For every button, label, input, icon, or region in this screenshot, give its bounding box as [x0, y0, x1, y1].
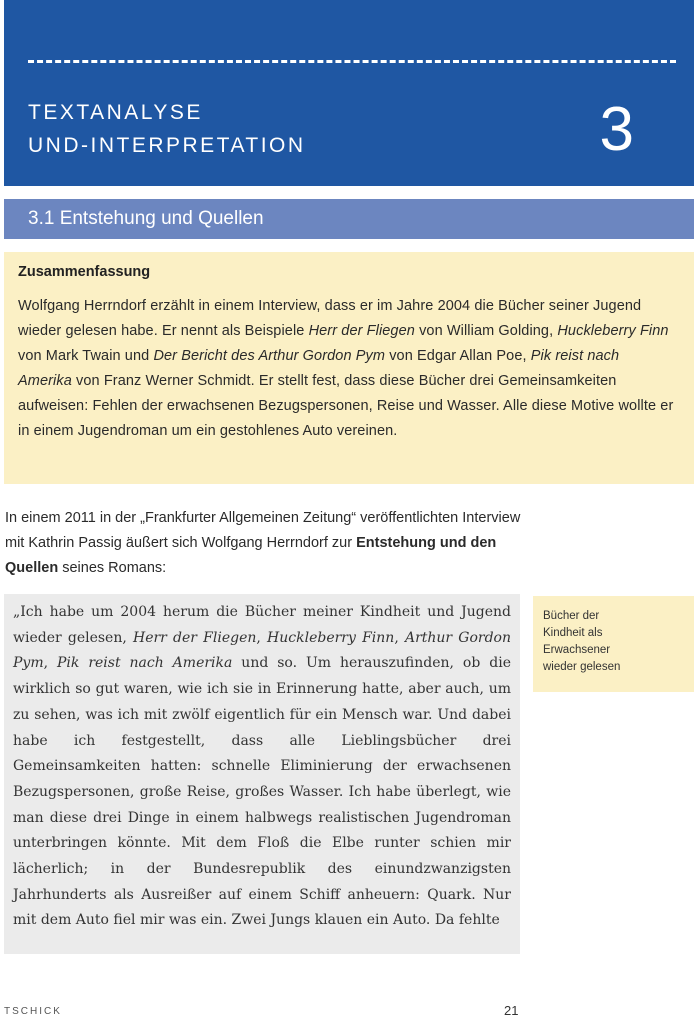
quote-text-part: , [256, 629, 268, 646]
intro-text-part: In einem 2011 in der „Frankfurter Allgemeinen Zeitung“ veröffentlichten Interview mit Kathrin Passig äußert sich Wolfgang Herrndorf zur [5, 510, 521, 551]
margin-note-line: Kindheit als [543, 627, 603, 639]
book-title: Herr der Fliegen [133, 629, 257, 646]
book-title: Huckleberry Finn [267, 629, 395, 646]
book-title: Herr der Fliegen [308, 323, 415, 339]
quote-text-part: und so. Um herauszufinden, ob die wirklich so gut waren, wie ich sie in Erinnerung hatte, aber auch, um zu sehen, was ich mit zwölf eigentlich für ein Mensch war. Und dabei habe ich festgestellt, dass alle Lieblingsbücher drei Gemeinsamkeiten hatten: schnelle Eliminierung der erwachsenen Bezugspersonen, große Reise, großes Wasser. Ich habe überlegt, wie man diese drei Dinge in einem halbwegs realistischen Jugendroman unterbringen könnte. Mit dem Floß die Elbe runter schien mir lächerlich; in der Bundesrepublik des einundzwanzigsten Jahrhunderts als Ausreißer auf einem Schiff anheuern: Quark. Nur mit dem Auto fiel mir was ein. Zwei Jungs klauen ein Auto. Da fehlte [13, 655, 511, 929]
quote-text-part: , [394, 629, 405, 646]
summary-text [18, 294, 676, 444]
summary-box [4, 252, 694, 484]
summary-text-part: von Mark Twain und [18, 348, 154, 364]
section-bar [4, 199, 694, 239]
margin-note-line: wieder gelesen [543, 661, 621, 673]
margin-note-line: Erwachsener [543, 644, 611, 656]
chapter-header [4, 0, 694, 186]
margin-note-line: Bücher der [543, 610, 600, 622]
intro-paragraph [5, 506, 525, 581]
book-title: Huckleberry Finn [557, 323, 669, 339]
chapter-title-line-1: TEXTANALYSE [28, 101, 203, 124]
summary-text-part: Wolfgang Herrndorf erzählt in einem Interview, dass er im Jahre 2004 die Bücher seiner Jugend wieder gelesen habe. Er nennt als Beispiele [18, 298, 642, 339]
page-number: 21 [504, 1003, 519, 1018]
book-title: Der Bericht des Arthur Gordon Pym [153, 348, 386, 364]
chapter-number: 3 [599, 95, 634, 164]
margin-note [533, 596, 694, 692]
quote-box [4, 594, 520, 954]
summary-heading: Zusammenfassung [18, 264, 151, 280]
book-title: Pik reist nach Amerika [18, 348, 620, 389]
book-title: Pik reist nach Amerika [57, 655, 233, 672]
summary-text-part: von Franz Werner Schmidt. Er stellt fest, dass diese Bücher drei Gemeinsamkeiten aufweisen: Fehlen der erwachsenen Bezugspersonen, Reise und Wasser. Alle diese Motive wollte er in einem Jugendroman um ein gestohlenes Auto vereinen. [18, 373, 674, 439]
footer-book-title: TSCHICK [4, 1006, 62, 1017]
quote-text [13, 600, 511, 934]
intro-emphasis: Entstehung und den Quellen [5, 535, 497, 576]
quote-text-part: , [43, 655, 57, 672]
summary-text-part: von Edgar Allan Poe, [385, 348, 531, 364]
intro-text-part: seines Romans: [58, 560, 167, 576]
chapter-title [28, 96, 306, 162]
book-title: Arthur Gordon Pym [13, 629, 511, 672]
quote-text-part: „Ich habe um 2004 herum die Bücher meiner Kindheit und Jugend wieder gelesen, [13, 604, 511, 646]
dashed-divider [28, 60, 676, 63]
chapter-title-line-2: UND-INTERPRETATION [28, 134, 306, 157]
section-title: 3.1 Entstehung und Quellen [28, 208, 264, 229]
summary-text-part: von William Golding, [414, 323, 558, 339]
